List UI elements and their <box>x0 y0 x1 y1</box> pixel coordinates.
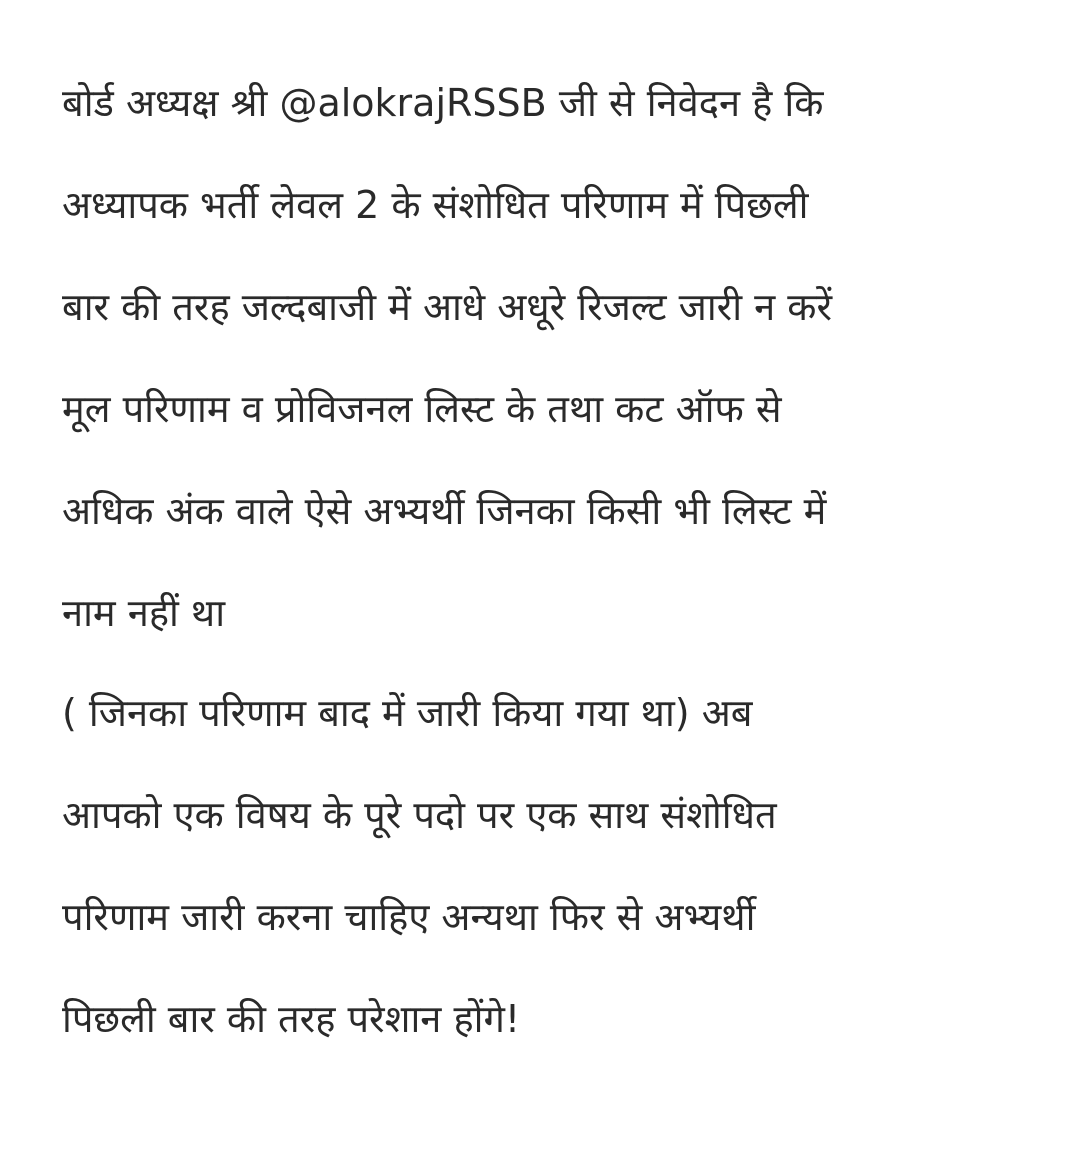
post-line: अधिक अंक वाले ऐसे अभ्यर्थी जिनका किसी भी लिस्ट में <box>62 489 827 533</box>
post-line: आपको एक विषय के पूरे पदो पर एक साथ संशोधित <box>62 793 777 837</box>
post-line: बोर्ड अध्यक्ष श्री @alokrajRSSB जी से निवेदन है कि <box>62 81 824 125</box>
post-line: ( जिनका परिणाम बाद में जारी किया गया था) अब <box>62 691 753 735</box>
post-line: मूल परिणाम व प्रोविजनल लिस्ट के तथा कट ऑफ से <box>62 387 782 431</box>
post-line: परिणाम जारी करना चाहिए अन्यथा फिर से अभ्यर्थी <box>62 895 756 939</box>
post-line: बार की तरह जल्दबाजी में आधे अधूरे रिजल्ट जारी न करें <box>62 285 833 329</box>
post-line: अध्यापक भर्ती लेवल 2 के संशोधित परिणाम में पिछली <box>62 183 809 227</box>
post-line: नाम नहीं था <box>62 591 226 635</box>
post-line: पिछली बार की तरह परेशान होंगे! <box>62 997 521 1041</box>
post-text <box>62 72 1052 1090</box>
